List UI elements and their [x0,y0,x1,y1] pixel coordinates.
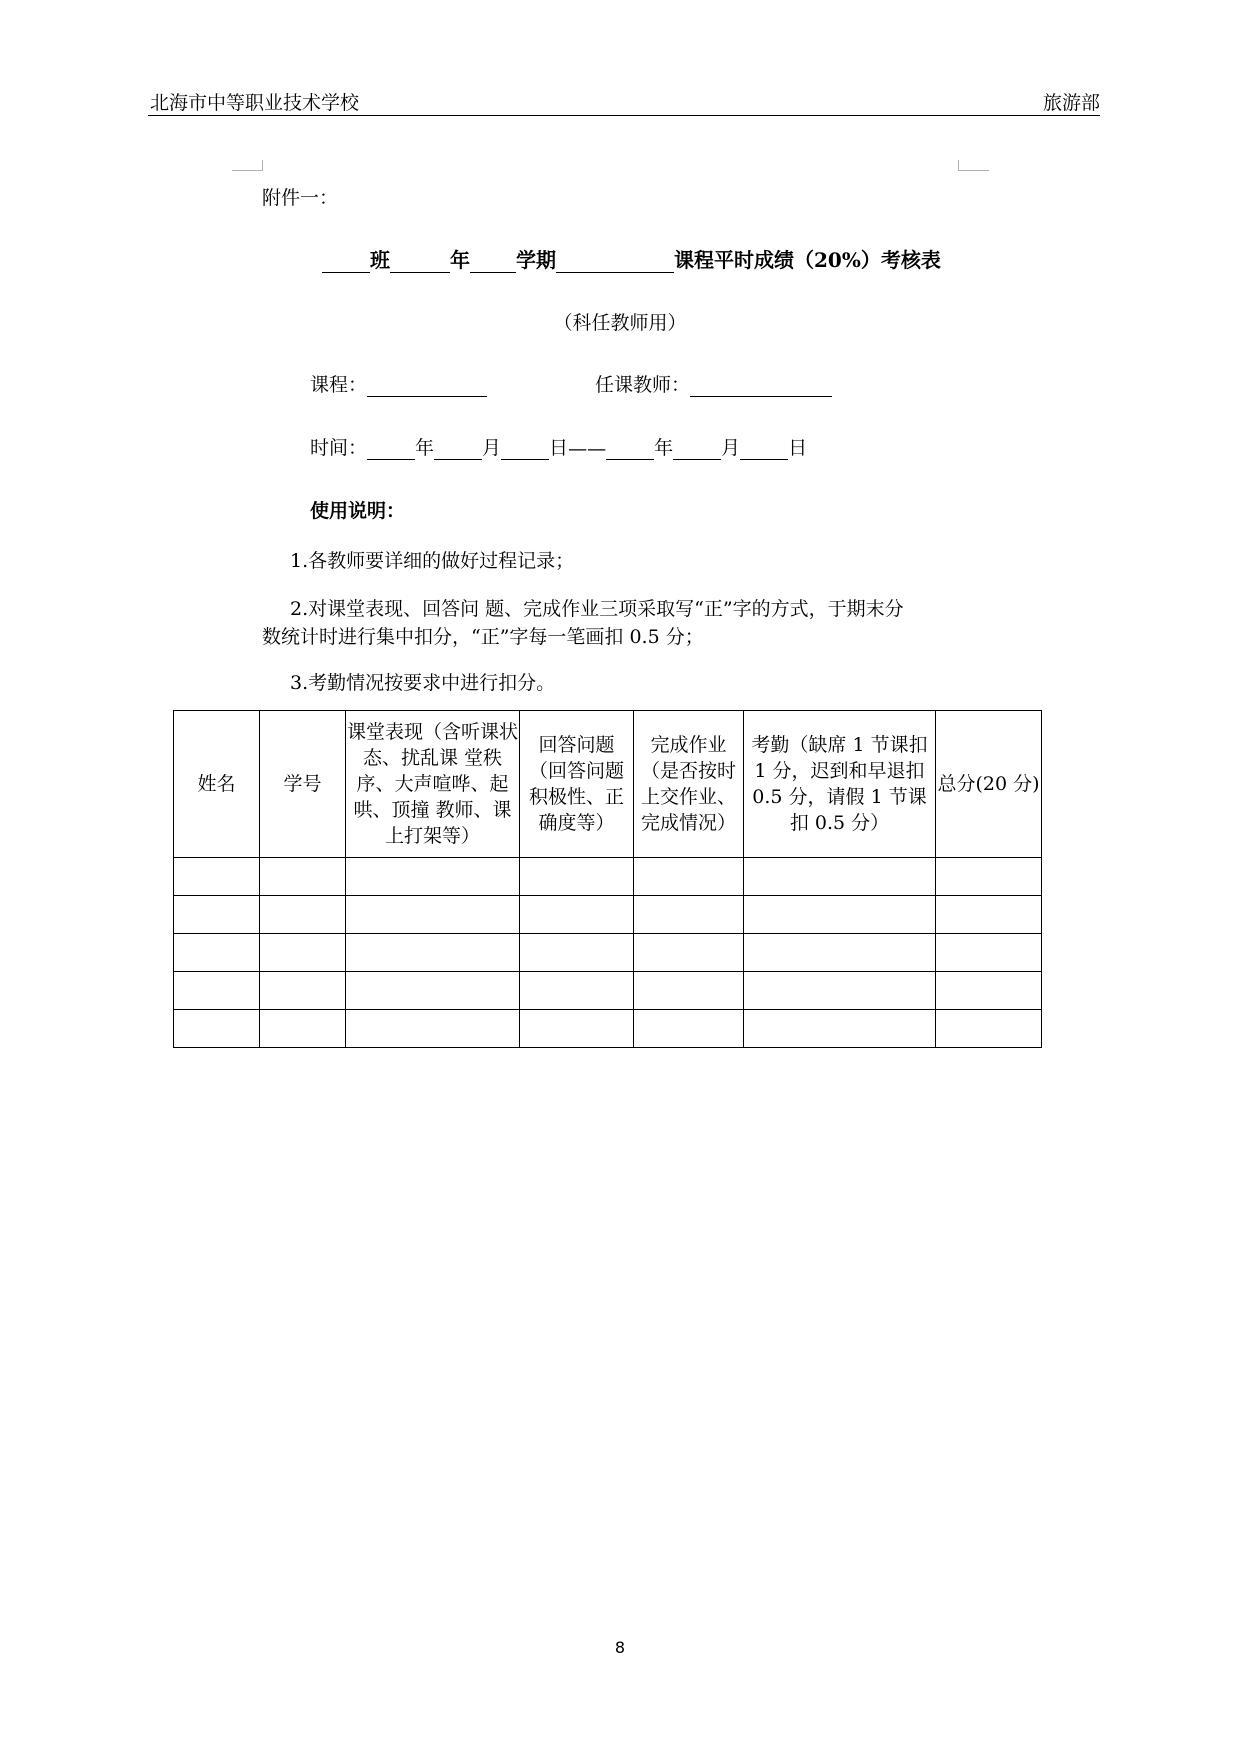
time-label: 时间： [310,437,368,459]
table-cell[interactable] [520,896,634,934]
start-day-text: 日 [549,437,569,459]
table-cell[interactable] [174,1010,260,1048]
header-class-performance: 课堂表现（含听课状态、扰乱课 堂秩序、大声喧哗、起哄、顶撞 教师、课上打架等） [346,711,520,858]
table-cell[interactable] [520,858,634,896]
table-cell[interactable] [744,1010,936,1048]
table-cell[interactable] [744,858,936,896]
title-semester-text: 学期 [516,248,556,272]
end-year-blank[interactable] [606,439,654,460]
course-field-row [310,370,487,397]
score-table [173,710,1042,1048]
table-cell[interactable] [936,1010,1042,1048]
form-title [322,244,941,273]
end-month-text: 月 [721,437,741,459]
course-name-blank[interactable] [556,250,674,273]
table-row [174,972,1042,1010]
table-cell[interactable] [936,934,1042,972]
table-cell[interactable] [346,1010,520,1048]
table-cell[interactable] [346,896,520,934]
course-input-blank[interactable] [367,376,487,397]
table-cell[interactable] [260,1010,346,1048]
table-cell[interactable] [634,934,744,972]
table-cell[interactable] [174,934,260,972]
range-dash: —— [568,438,607,460]
semester-blank[interactable] [470,250,516,273]
table-cell[interactable] [936,896,1042,934]
header-student-id: 学号 [260,711,346,858]
table-cell[interactable] [520,934,634,972]
table-cell[interactable] [936,972,1042,1010]
table-cell[interactable] [520,972,634,1010]
title-year-text: 年 [450,248,470,272]
start-year-text: 年 [415,437,435,459]
instruction-item-3: 3.考勤情况按要求中进行扣分。 [290,672,556,694]
table-cell[interactable] [520,1010,634,1048]
teacher-label: 任课教师： [595,374,691,396]
table-cell[interactable] [634,1010,744,1048]
start-month-text: 月 [482,437,502,459]
end-day-text: 日 [788,437,808,459]
crop-mark-right [958,160,989,171]
form-subtitle: （科任教师用） [553,312,687,334]
table-cell[interactable] [174,896,260,934]
table-cell[interactable] [346,858,520,896]
table-cell[interactable] [744,972,936,1010]
title-course-text: 课程平时成绩（20%）考核表 [674,248,941,272]
instructions-title: 使用说明： [310,500,406,522]
start-year-blank[interactable] [367,439,415,460]
table-header-row [174,711,1042,858]
time-field-row [310,433,807,460]
instruction-item-2-line-2: 数统计时进行集中扣分，“正”字每一笔画扣 0.5 分； [262,626,704,648]
table-cell[interactable] [260,972,346,1010]
table-cell[interactable] [260,934,346,972]
end-day-blank[interactable] [740,439,788,460]
crop-mark-left [232,160,263,171]
table-cell[interactable] [260,896,346,934]
teacher-input-blank[interactable] [690,376,832,397]
teacher-field-row [595,370,832,397]
course-label: 课程： [310,374,368,396]
header-school-name: 北海市中等职业技术学校 [150,92,360,114]
header-department: 旅游部 [1042,92,1100,114]
page-number: 8 [614,1638,626,1657]
table-cell[interactable] [744,896,936,934]
table-cell[interactable] [260,858,346,896]
table-row [174,1010,1042,1048]
table-cell[interactable] [744,934,936,972]
class-blank[interactable] [322,250,370,273]
header-homework: 完成作业（是否按时上交作业、完成情况） [634,711,744,858]
table-cell[interactable] [936,858,1042,896]
table-cell[interactable] [174,858,260,896]
end-year-text: 年 [654,437,674,459]
table-cell[interactable] [174,972,260,1010]
table-cell[interactable] [346,972,520,1010]
header-name: 姓名 [174,711,260,858]
header-total-score: 总分(20 分) [936,711,1042,858]
table-cell[interactable] [634,858,744,896]
instruction-item-2-line-1: 2.对课堂表现、回答问 题、完成作业三项采取写“正”字的方式，于期末分 [290,598,904,620]
title-class-text: 班 [370,248,390,272]
header-divider [148,115,1100,116]
table-row [174,896,1042,934]
table-cell[interactable] [346,934,520,972]
start-month-blank[interactable] [434,439,482,460]
start-day-blank[interactable] [501,439,549,460]
year-blank[interactable] [390,250,450,273]
table-row [174,858,1042,896]
header-answering-questions: 回答问题（回答问题积极性、正确度等） [520,711,634,858]
table-cell[interactable] [634,896,744,934]
instruction-item-1: 1.各教师要详细的做好过程记录； [290,550,575,572]
end-month-blank[interactable] [673,439,721,460]
table-row [174,934,1042,972]
header-attendance: 考勤（缺席 1 节课扣 1 分，迟到和早退扣 0.5 分，请假 1 节课扣 0.5 分） [744,711,936,858]
table-cell[interactable] [634,972,744,1010]
attachment-label: 附件一： [262,187,339,209]
